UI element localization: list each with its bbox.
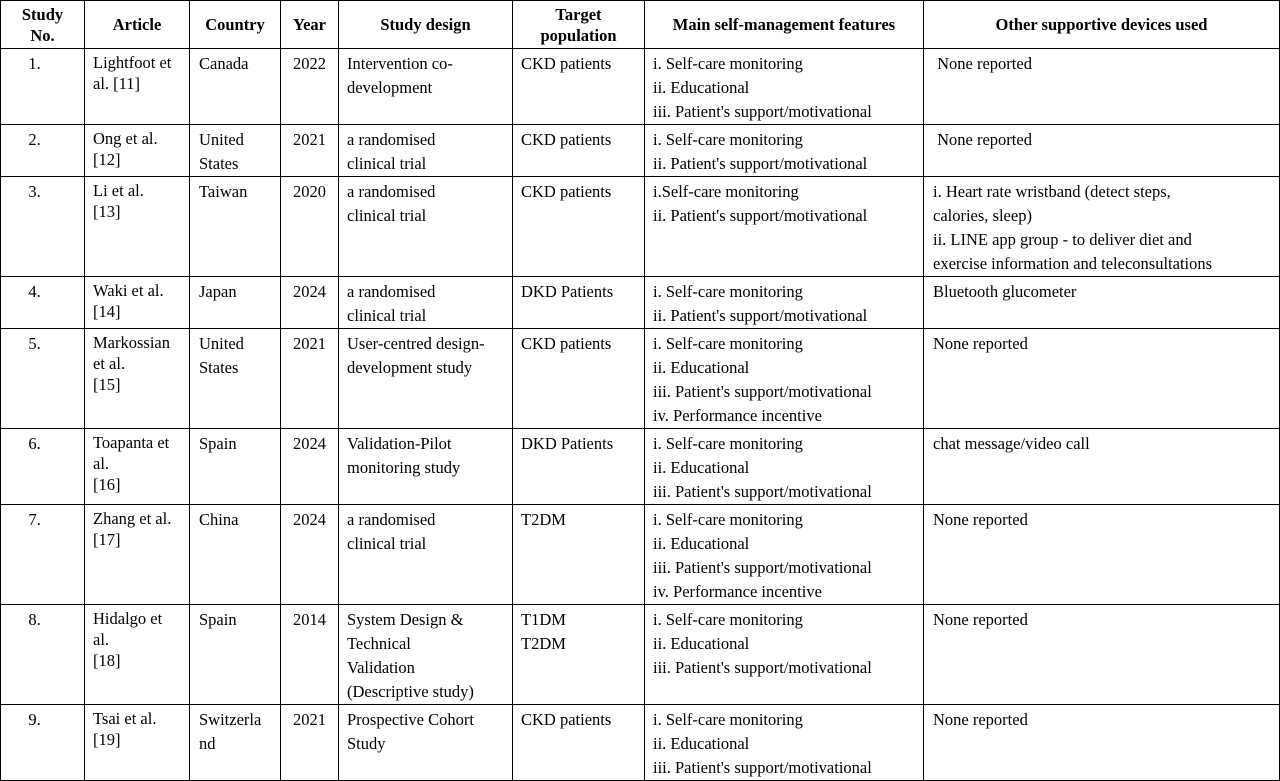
cell-year-text: 2021	[293, 710, 326, 729]
cell-features-line: ii. Patient's support/motivational	[653, 206, 868, 225]
cell-year	[281, 177, 339, 277]
cell-target-population-line: DKD Patients	[521, 434, 614, 453]
cell-features	[645, 177, 924, 277]
cell-year-text: 2020	[293, 182, 326, 201]
column-header-other-devices	[924, 1, 1280, 49]
column-header-study-no	[1, 1, 85, 49]
cell-article-line: al. [11]	[93, 74, 141, 93]
cell-country	[190, 277, 281, 329]
cell-country	[190, 177, 281, 277]
header-text: Country	[205, 15, 265, 34]
cell-study-design-line: development study	[347, 358, 473, 377]
cell-study-design	[339, 49, 513, 125]
cell-year-text: 2024	[293, 282, 326, 301]
cell-article-line: [18]	[93, 651, 121, 670]
header-text: Main self-management features	[672, 15, 896, 34]
cell-article-line: [15]	[93, 375, 121, 394]
cell-features-line: ii. Patient's support/motivational	[653, 306, 868, 325]
cell-study-design-line: Prospective Cohort	[347, 710, 474, 729]
cell-country-line: Japan	[199, 282, 237, 301]
cell-study-design	[339, 125, 513, 177]
cell-article-line: Zhang et al.	[93, 509, 172, 528]
cell-article	[85, 505, 190, 605]
cell-target-population	[513, 705, 645, 781]
cell-study-design-line: clinical trial	[347, 534, 427, 553]
cell-features-line: i. Self-care monitoring	[653, 282, 803, 301]
cell-article-line: al.	[93, 630, 110, 649]
cell-article-line: [12]	[93, 150, 121, 169]
cell-target-population-line: T2DM	[521, 510, 566, 529]
cell-article-line: Li et al.	[93, 181, 144, 200]
cell-target-population-line: T1DM	[521, 610, 566, 629]
cell-devices-line: ii. LINE app group - to deliver diet and	[933, 230, 1192, 249]
cell-features-line: i. Self-care monitoring	[653, 54, 803, 73]
cell-article-line: [16]	[93, 475, 121, 494]
cell-target-population	[513, 125, 645, 177]
cell-study-design-line: User-centred design-	[347, 334, 485, 353]
cell-target-population	[513, 605, 645, 705]
column-header-target-population	[513, 1, 645, 49]
cell-country-line: Switzerla	[199, 710, 262, 729]
cell-year	[281, 429, 339, 505]
cell-features	[645, 125, 924, 177]
cell-article	[85, 49, 190, 125]
cell-features-line: i. Self-care monitoring	[653, 610, 803, 629]
cell-study-no-text: 2.	[28, 130, 41, 149]
cell-country	[190, 125, 281, 177]
cell-study-no-text: 7.	[28, 510, 41, 529]
cell-country	[190, 329, 281, 429]
cell-target-population	[513, 49, 645, 125]
cell-study-design	[339, 429, 513, 505]
cell-country-line: Spain	[199, 610, 237, 629]
cell-features	[645, 705, 924, 781]
cell-features-line: ii. Educational	[653, 534, 750, 553]
cell-article-line: Tsai et al.	[93, 709, 157, 728]
cell-target-population-line: CKD patients	[521, 710, 612, 729]
table-row	[1, 329, 1280, 429]
cell-study-design-line: a randomised	[347, 510, 436, 529]
cell-target-population-line: DKD Patients	[521, 282, 614, 301]
cell-features-line: iii. Patient's support/motivational	[653, 382, 872, 401]
cell-article-line: Waki et al.	[93, 281, 164, 300]
cell-target-population	[513, 277, 645, 329]
cell-target-population	[513, 505, 645, 605]
cell-study-no-text: 3.	[28, 182, 41, 201]
cell-article-line: Hidalgo et	[93, 609, 163, 628]
table-row	[1, 705, 1280, 781]
cell-country-line: Spain	[199, 434, 237, 453]
cell-country	[190, 429, 281, 505]
cell-article-line: Lightfoot et	[93, 53, 172, 72]
cell-country	[190, 49, 281, 125]
cell-article-line: [13]	[93, 202, 121, 221]
cell-country	[190, 605, 281, 705]
cell-study-design-line: Technical	[347, 634, 411, 653]
cell-features-line: ii. Patient's support/motivational	[653, 154, 868, 173]
cell-study-no	[1, 605, 85, 705]
cell-study-no	[1, 277, 85, 329]
cell-article-line: [14]	[93, 302, 121, 321]
cell-year-text: 2021	[293, 334, 326, 353]
cell-country-line: Taiwan	[199, 182, 248, 201]
cell-study-no	[1, 329, 85, 429]
cell-study-no-text: 1.	[28, 54, 41, 73]
cell-features-line: i. Self-care monitoring	[653, 710, 803, 729]
cell-country-line: United	[199, 130, 244, 149]
cell-features-line: ii. Educational	[653, 458, 750, 477]
cell-country-line: States	[199, 154, 239, 173]
cell-devices-line: None reported	[933, 334, 1028, 353]
cell-features-line: i. Self-care monitoring	[653, 510, 803, 529]
cell-devices-line: None reported	[933, 710, 1028, 729]
cell-features	[645, 329, 924, 429]
cell-study-design-line: Study	[347, 734, 386, 753]
cell-study-design	[339, 605, 513, 705]
cell-study-no	[1, 177, 85, 277]
cell-article-line: Ong et al.	[93, 129, 158, 148]
table-row	[1, 49, 1280, 125]
cell-country-line: States	[199, 358, 239, 377]
cell-target-population-line: T2DM	[521, 634, 566, 653]
cell-study-design-line: clinical trial	[347, 306, 427, 325]
cell-study-design-line: System Design &	[347, 610, 464, 629]
cell-features-line: iii. Patient's support/motivational	[653, 758, 872, 777]
header-text: Article	[112, 15, 162, 34]
cell-country-line: United	[199, 334, 244, 353]
cell-devices	[924, 177, 1280, 277]
cell-devices	[924, 277, 1280, 329]
table-row	[1, 605, 1280, 705]
cell-study-design-line: a randomised	[347, 130, 436, 149]
header-text: Target	[555, 4, 602, 24]
cell-study-no-text: 8.	[28, 610, 41, 629]
header-text: No.	[30, 25, 55, 45]
cell-country-line: nd	[199, 734, 216, 753]
cell-year-text: 2021	[293, 130, 326, 149]
cell-study-no	[1, 429, 85, 505]
cell-target-population-line: CKD patients	[521, 130, 612, 149]
table-row	[1, 277, 1280, 329]
cell-features-line: ii. Educational	[653, 734, 750, 753]
cell-devices-line: chat message/video call	[933, 434, 1090, 453]
cell-features-line: ii. Educational	[653, 634, 750, 653]
cell-study-no-text: 6.	[28, 434, 41, 453]
cell-year-text: 2024	[293, 434, 326, 453]
cell-year-text: 2022	[293, 54, 326, 73]
cell-study-no	[1, 705, 85, 781]
cell-study-design	[339, 505, 513, 605]
cell-features	[645, 429, 924, 505]
cell-features-line: ii. Educational	[653, 78, 750, 97]
header-text: Year	[293, 15, 326, 34]
cell-article	[85, 429, 190, 505]
cell-devices-line: exercise information and teleconsultations	[933, 254, 1213, 273]
cell-study-no-text: 4.	[28, 282, 41, 301]
cell-study-design	[339, 277, 513, 329]
cell-study-design-line: clinical trial	[347, 206, 427, 225]
cell-study-design-line: Validation	[347, 658, 415, 677]
cell-features-line: iv. Performance incentive	[653, 582, 822, 601]
cell-article	[85, 125, 190, 177]
column-header-year	[281, 1, 339, 49]
header-text: Other supportive devices used	[995, 15, 1208, 34]
cell-features-line: i. Self-care monitoring	[653, 434, 803, 453]
table-body	[1, 49, 1280, 781]
cell-devices-line: None reported	[933, 610, 1028, 629]
table-row	[1, 429, 1280, 505]
cell-target-population	[513, 177, 645, 277]
table-row	[1, 125, 1280, 177]
cell-year	[281, 49, 339, 125]
cell-article-line: [17]	[93, 530, 121, 549]
cell-target-population-line: CKD patients	[521, 334, 612, 353]
cell-year	[281, 705, 339, 781]
cell-devices-line: None reported	[933, 130, 1032, 149]
header-text: Study	[21, 4, 64, 24]
cell-study-design-line: clinical trial	[347, 154, 427, 173]
cell-devices-line: Bluetooth glucometer	[933, 282, 1077, 301]
table-row	[1, 505, 1280, 605]
cell-article	[85, 605, 190, 705]
cell-devices-line: calories, sleep)	[933, 206, 1032, 225]
cell-devices	[924, 705, 1280, 781]
cell-study-design-line: monitoring study	[347, 458, 461, 477]
cell-year	[281, 329, 339, 429]
cell-country-line: Canada	[199, 54, 249, 73]
cell-study-design	[339, 177, 513, 277]
cell-features-line: i. Self-care monitoring	[653, 130, 803, 149]
cell-study-design-line: Validation-Pilot	[347, 434, 452, 453]
cell-features-line: i. Self-care monitoring	[653, 334, 803, 353]
cell-year	[281, 605, 339, 705]
cell-study-design-line: development	[347, 78, 433, 97]
cell-devices	[924, 49, 1280, 125]
cell-features-line: iv. Performance incentive	[653, 406, 822, 425]
cell-study-design-line: a randomised	[347, 282, 436, 301]
cell-article	[85, 329, 190, 429]
cell-features-line: i.Self-care monitoring	[653, 182, 799, 201]
cell-study-design-line: Intervention co-	[347, 54, 453, 73]
cell-article-line: Toapanta et	[93, 433, 170, 452]
cell-year	[281, 125, 339, 177]
cell-features	[645, 277, 924, 329]
cell-devices	[924, 329, 1280, 429]
cell-target-population-line: CKD patients	[521, 182, 612, 201]
header-text: population	[540, 25, 617, 45]
cell-article-line: et al.	[93, 354, 126, 373]
cell-article-line: [19]	[93, 730, 121, 749]
cell-features	[645, 505, 924, 605]
cell-devices	[924, 125, 1280, 177]
cell-article-line: al.	[93, 454, 110, 473]
column-header-study-design	[339, 1, 513, 49]
cell-devices-line: i. Heart rate wristband (detect steps,	[933, 182, 1171, 201]
cell-study-no-text: 5.	[28, 334, 41, 353]
header-row	[1, 1, 1280, 49]
cell-devices-line: None reported	[933, 54, 1032, 73]
cell-year-text: 2014	[293, 610, 326, 629]
cell-features-line: iii. Patient's support/motivational	[653, 482, 872, 501]
cell-study-design	[339, 329, 513, 429]
cell-study-no-text: 9.	[28, 710, 41, 729]
cell-year	[281, 277, 339, 329]
cell-article	[85, 705, 190, 781]
column-header-article	[85, 1, 190, 49]
cell-features-line: ii. Educational	[653, 358, 750, 377]
cell-devices	[924, 505, 1280, 605]
cell-target-population	[513, 329, 645, 429]
cell-article-line: Markossian	[93, 333, 170, 352]
cell-study-design	[339, 705, 513, 781]
cell-features	[645, 49, 924, 125]
cell-study-design-line: a randomised	[347, 182, 436, 201]
cell-target-population-line: CKD patients	[521, 54, 612, 73]
cell-study-no	[1, 505, 85, 605]
cell-study-design-line: (Descriptive study)	[347, 682, 474, 701]
table-row	[1, 177, 1280, 277]
header-text: Study design	[380, 15, 471, 34]
cell-devices	[924, 429, 1280, 505]
cell-article	[85, 277, 190, 329]
cell-country	[190, 705, 281, 781]
column-header-main-features	[645, 1, 924, 49]
cell-features-line: iii. Patient's support/motivational	[653, 102, 872, 121]
cell-year	[281, 505, 339, 605]
cell-year-text: 2024	[293, 510, 326, 529]
cell-study-no	[1, 49, 85, 125]
column-header-country	[190, 1, 281, 49]
cell-country	[190, 505, 281, 605]
cell-study-no	[1, 125, 85, 177]
cell-features-line: iii. Patient's support/motivational	[653, 558, 872, 577]
cell-devices	[924, 605, 1280, 705]
cell-article	[85, 177, 190, 277]
cell-devices-line: None reported	[933, 510, 1028, 529]
cell-features-line: iii. Patient's support/motivational	[653, 658, 872, 677]
cell-features	[645, 605, 924, 705]
cell-country-line: China	[199, 510, 239, 529]
cell-target-population	[513, 429, 645, 505]
